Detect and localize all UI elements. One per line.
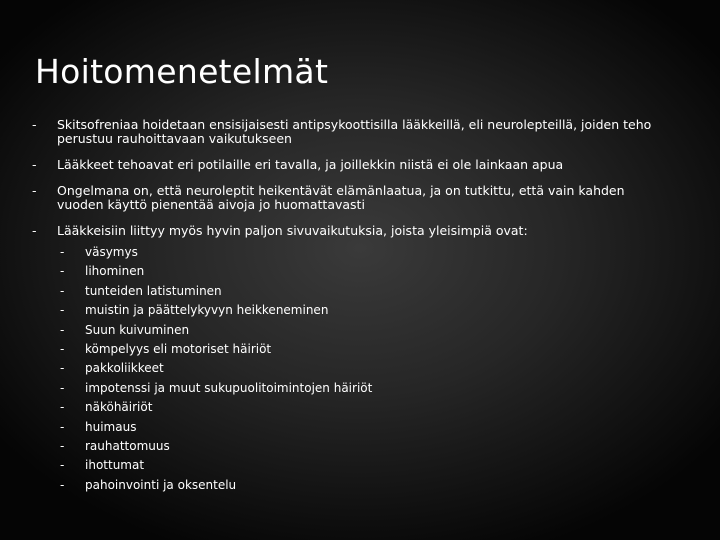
side-effect-text: ihottumat (85, 458, 145, 473)
side-effect-text: kömpelyys eli motoriset häiriöt (85, 342, 272, 357)
side-effects-list (57, 243, 672, 495)
side-effect-text: lihominen (85, 264, 145, 279)
bullet-text: Skitsofreniaa hoidetaan ensisijaisesti antipsykoottisilla lääkkeillä, eli neurolepteillä, joiden teho perustuu rauhoittavaan vaikutukseen (57, 117, 652, 146)
side-effect-text: huimaus (85, 419, 137, 434)
side-effect-text: väsymys (85, 245, 138, 259)
sub-bullet-marker: - (60, 419, 65, 434)
bullet-text: Lääkkeet tehoavat eri potilaille eri tavalla, ja joillekkin niistä ei ole lainkaan apua (57, 157, 564, 172)
sub-bullet-marker: - (60, 439, 65, 454)
side-effect-text: näköhäiriöt (85, 400, 153, 415)
side-effect-item (57, 476, 672, 495)
bullet-item (32, 158, 672, 172)
bullet-text: Ongelmana on, että neuroleptit heikentävät elämänlaatua, ja on tutkittu, että vain kahden vuoden käyttö pienentää aivoja jo huomattavasti (57, 183, 625, 212)
side-effect-text: Suun kuivuminen (85, 322, 190, 337)
side-effect-text: pahoinvointi ja oksentelu (85, 477, 237, 492)
sub-bullet-marker: - (60, 245, 65, 259)
sub-bullet-marker: - (60, 264, 65, 279)
side-effect-item (57, 437, 672, 456)
side-effect-item (57, 282, 672, 301)
sub-bullet-marker: - (60, 303, 65, 318)
side-effect-item (57, 456, 672, 475)
bullet-marker: - (32, 117, 37, 132)
side-effect-item (57, 359, 672, 378)
bullet-marker: - (32, 183, 37, 198)
bullet-item (32, 118, 672, 146)
bullet-item (32, 184, 672, 212)
bullet-marker: - (32, 223, 37, 238)
sub-bullet-marker: - (60, 361, 65, 376)
side-effect-item (57, 262, 672, 281)
sub-bullet-marker: - (60, 400, 65, 415)
side-effect-item (57, 321, 672, 340)
side-effect-text: tunteiden latistuminen (85, 283, 222, 298)
side-effect-item (57, 379, 672, 398)
side-effect-item (57, 340, 672, 359)
bullet-list (32, 118, 672, 507)
sub-bullet-marker: - (60, 342, 65, 357)
bullet-text: Lääkkeisiin liittyy myös hyvin paljon sivuvaikutuksia, joista yleisimpiä ovat: (57, 223, 528, 238)
side-effect-item (57, 243, 672, 262)
slide-title: Hoitomenetelmät (35, 52, 329, 91)
side-effect-text: rauhattomuus (85, 439, 170, 454)
sub-bullet-marker: - (60, 322, 65, 337)
sub-bullet-marker: - (60, 380, 65, 395)
bullet-item (32, 224, 672, 495)
side-effect-text: muistin ja päättelykyvyn heikkeneminen (85, 303, 329, 318)
side-effect-text: pakkoliikkeet (85, 361, 164, 376)
sub-bullet-marker: - (60, 283, 65, 298)
bullet-marker: - (32, 157, 37, 172)
side-effect-item (57, 398, 672, 417)
side-effect-item (57, 301, 672, 320)
side-effect-text: impotenssi ja muut sukupuolitoimintojen häiriöt (85, 380, 373, 395)
sub-bullet-marker: - (60, 458, 65, 473)
side-effect-item (57, 418, 672, 437)
sub-bullet-marker: - (60, 477, 65, 492)
